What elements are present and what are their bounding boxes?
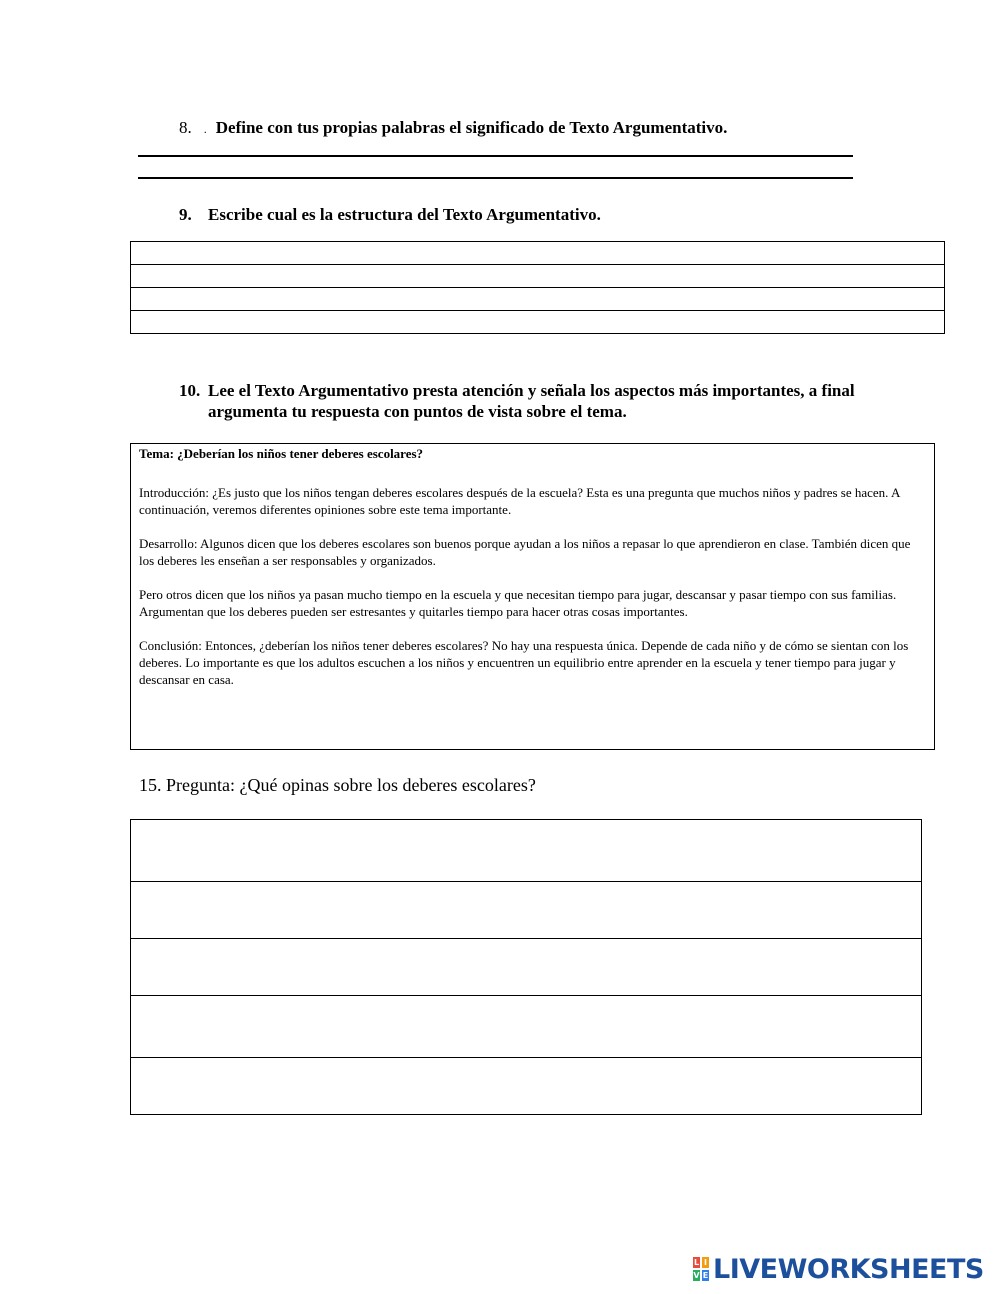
reading-conclusion: Conclusión: Entonces, ¿deberían los niños tener deberes escolares? No hay una respuesta única. Depende de cada niño y de cómo se sientan con los deberes. Lo importante es que los adultos escuchen a los niños y encuentren un equilibrio entre aprender en la escuela y tener tiempo para jugar y descansar en casa. (139, 638, 909, 687)
reading-introduction: Introducción: ¿Es justo que los niños tengan deberes escolares después de la escuela? Esta es una pregunta que muchos niños y padres se hacen. A continuación, veremos diferentes opiniones sobre este tema importante. (139, 485, 900, 517)
opinion-answer-row-4[interactable] (131, 995, 921, 1057)
question-15: 15. Pregunta: ¿Qué opinas sobre los deberes escolares? (139, 775, 536, 795)
reading-development: Desarrollo: Algunos dicen que los deberes escolares son buenos porque ayudan a los niños a repasar lo que aprendieron en clase. También dicen que los deberes les enseñan a ser responsables y organizados. (139, 536, 911, 568)
question-8-number: 8. (179, 118, 192, 137)
question-9 (179, 205, 601, 225)
structure-answer-row-3[interactable] (131, 287, 944, 310)
question-8-text: Define con tus propias palabras el significado de Texto Argumentativo. (215, 118, 728, 137)
liveworksheets-logo (692, 1254, 984, 1284)
live-logo-icon: L I V E (693, 1258, 709, 1280)
question-10-number: 10. (179, 381, 201, 400)
reading-text-box (130, 443, 935, 750)
structure-answer-row-4[interactable] (131, 310, 944, 333)
opinion-answer-row-1[interactable] (131, 820, 921, 881)
logo-text: LIVEWORKSHEETS (713, 1253, 984, 1285)
reading-counterargument: Pero otros dicen que los niños ya pasan mucho tiempo en la escuela y que necesitan tiempo para jugar, descansar y pasar tiempo con sus familias. Argumentan que los deberes pueden ser estresantes y quitarles tiempo para hacer otras cosas importantes. (139, 587, 897, 619)
opinion-answer-row-3[interactable] (131, 938, 921, 995)
structure-answer-table (130, 241, 945, 334)
opinion-answer-row-5[interactable] (131, 1057, 921, 1114)
question-9-text: Escribe cual es la estructura del Texto Argumentativo. (208, 205, 601, 224)
structure-answer-row-1[interactable] (131, 242, 944, 264)
question-10-text: Lee el Texto Argumentativo presta atención y señala los aspectos más importantes, a final argumenta tu respuesta con puntos de vista sobre el tema. (208, 381, 855, 421)
opinion-answer-table (130, 819, 922, 1115)
question-8 (179, 118, 727, 138)
question-9-number: 9. (179, 205, 192, 224)
opinion-answer-row-2[interactable] (131, 881, 921, 938)
answer-line-1[interactable] (138, 155, 853, 157)
answer-line-2[interactable] (138, 177, 853, 179)
question-10 (179, 380, 879, 422)
reading-topic: Tema: ¿Deberían los niños tener deberes escolares? (139, 446, 424, 461)
structure-answer-row-2[interactable] (131, 264, 944, 287)
question-8-dot: . (203, 122, 207, 136)
